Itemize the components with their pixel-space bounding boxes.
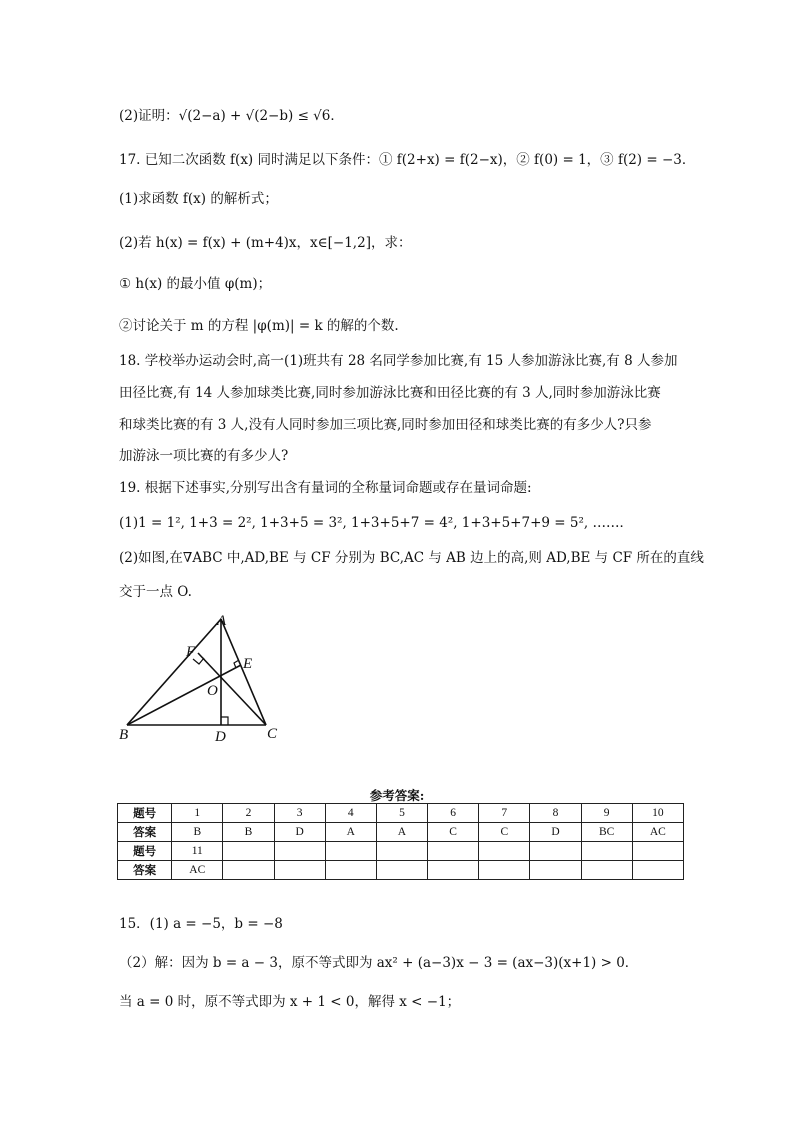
table-row xyxy=(118,823,684,842)
text-line: (2)如图,在∇ABC 中,AD,BE 与 CF 分别为 BC,AC 与 AB 边上的高,则 AD,BE 与 CF 所在的直线 xyxy=(119,550,704,566)
question-18: 18. 学校举办运动会时,高一(1)班共有 28 名同学参加比赛,有 15 人参加游泳比赛,有 8 人参加 xyxy=(119,353,678,369)
table-cell: C xyxy=(479,823,530,842)
table-row xyxy=(118,861,684,880)
triangle-figure xyxy=(115,610,295,745)
question-17: 17. 已知二次函数 f(x) 同时满足以下条件：① f(2+x) = f(2−x)，② f(0) = 1，③ f(2) = −3． xyxy=(119,152,696,168)
table-cell xyxy=(274,861,325,880)
table-cell: BC xyxy=(581,823,632,842)
table-cell: 6 xyxy=(428,804,479,823)
table-cell xyxy=(581,842,632,861)
table-cell: 9 xyxy=(581,804,632,823)
right-angle-d xyxy=(221,717,228,725)
label-a: A xyxy=(217,613,227,629)
table-cell: 4 xyxy=(325,804,376,823)
table-cell: A xyxy=(325,823,376,842)
label-e: E xyxy=(243,656,253,672)
table-cell xyxy=(428,861,479,880)
table-cell xyxy=(530,842,581,861)
table-cell xyxy=(530,861,581,880)
table-cell: C xyxy=(428,823,479,842)
question-19: 19. 根据下述事实,分别写出含有量词的全称量词命题或存在量词命题: xyxy=(119,480,532,496)
answer-15-part2: （2）解：因为 b = a − 3，原不等式即为 ax² + (a−3)x − 3 = (ax−3)(x+1) > 0． xyxy=(119,955,639,971)
header-cell: 答案 xyxy=(118,823,172,842)
label-o: O xyxy=(207,683,218,699)
table-cell xyxy=(376,842,427,861)
text-line: 和球类比赛的有 3 人,没有人同时参加三项比赛,同时参加田径和球类比赛的有多少人?只参 xyxy=(119,417,652,433)
text-line: 交于一点 O. xyxy=(119,584,192,600)
answer-15-part1: 15．(1) a = −5，b = −8 xyxy=(119,916,283,932)
text-line: (2)证明：√(2−a) + √(2−b) ≤ √6． xyxy=(119,108,344,124)
text-line: ②讨论关于 m 的方程 |φ(m)| = k 的解的个数. xyxy=(119,318,399,334)
text-line: 田径比赛,有 14 人参加球类比赛,同时参加游泳比赛和田径比赛的有 3 人,同时参加游泳比赛 xyxy=(119,385,661,401)
header-cell: 题号 xyxy=(118,842,172,861)
table-cell xyxy=(632,842,683,861)
table-cell: 10 xyxy=(632,804,683,823)
label-f: F xyxy=(186,644,196,660)
text-line: ① h(x) 的最小值 φ(m)； xyxy=(119,276,272,292)
table-cell xyxy=(325,842,376,861)
text-line: 当 a = 0 时，原不等式即为 x + 1 < 0，解得 x < −1； xyxy=(119,994,461,1010)
table-cell: A xyxy=(376,823,427,842)
table-cell xyxy=(581,861,632,880)
table-cell: 11 xyxy=(172,842,223,861)
table-cell xyxy=(479,861,530,880)
table-cell: AC xyxy=(632,823,683,842)
table-row xyxy=(118,804,684,823)
table-cell: 2 xyxy=(223,804,274,823)
altitude-be xyxy=(127,665,241,725)
answer-table xyxy=(117,803,684,880)
table-cell xyxy=(632,861,683,880)
label-b: B xyxy=(119,727,129,743)
table-cell: B xyxy=(223,823,274,842)
table-cell xyxy=(376,861,427,880)
table-cell xyxy=(325,861,376,880)
table-cell: 8 xyxy=(530,804,581,823)
table-cell xyxy=(479,842,530,861)
edge-ab xyxy=(127,619,221,725)
text-line: (1)求函数 f(x) 的解析式； xyxy=(119,191,278,207)
table-cell xyxy=(274,842,325,861)
table-cell xyxy=(223,861,274,880)
table-cell: 3 xyxy=(274,804,325,823)
text-line: (2)若 h(x) = f(x) + (m+4)x，x∈[−1,2]，求： xyxy=(119,235,412,251)
table-cell: 5 xyxy=(376,804,427,823)
label-c: C xyxy=(267,726,278,742)
table-row xyxy=(118,842,684,861)
table-cell: AC xyxy=(172,861,223,880)
table-cell: B xyxy=(172,823,223,842)
text-line: 加游泳一项比赛的有多少人? xyxy=(119,448,289,464)
table-cell: 7 xyxy=(479,804,530,823)
table-cell xyxy=(223,842,274,861)
text-line: (1)1 = 1², 1+3 = 2², 1+3+5 = 3², 1+3+5+7 = 4², 1+3+5+7+9 = 5², ……． xyxy=(119,515,633,531)
table-cell: 1 xyxy=(172,804,223,823)
header-cell: 答案 xyxy=(118,861,172,880)
answers-title: 参考答案: xyxy=(369,788,425,803)
table-cell: D xyxy=(274,823,325,842)
label-d: D xyxy=(215,729,226,745)
table-cell xyxy=(428,842,479,861)
header-cell: 题号 xyxy=(118,804,172,823)
table-cell: D xyxy=(530,823,581,842)
